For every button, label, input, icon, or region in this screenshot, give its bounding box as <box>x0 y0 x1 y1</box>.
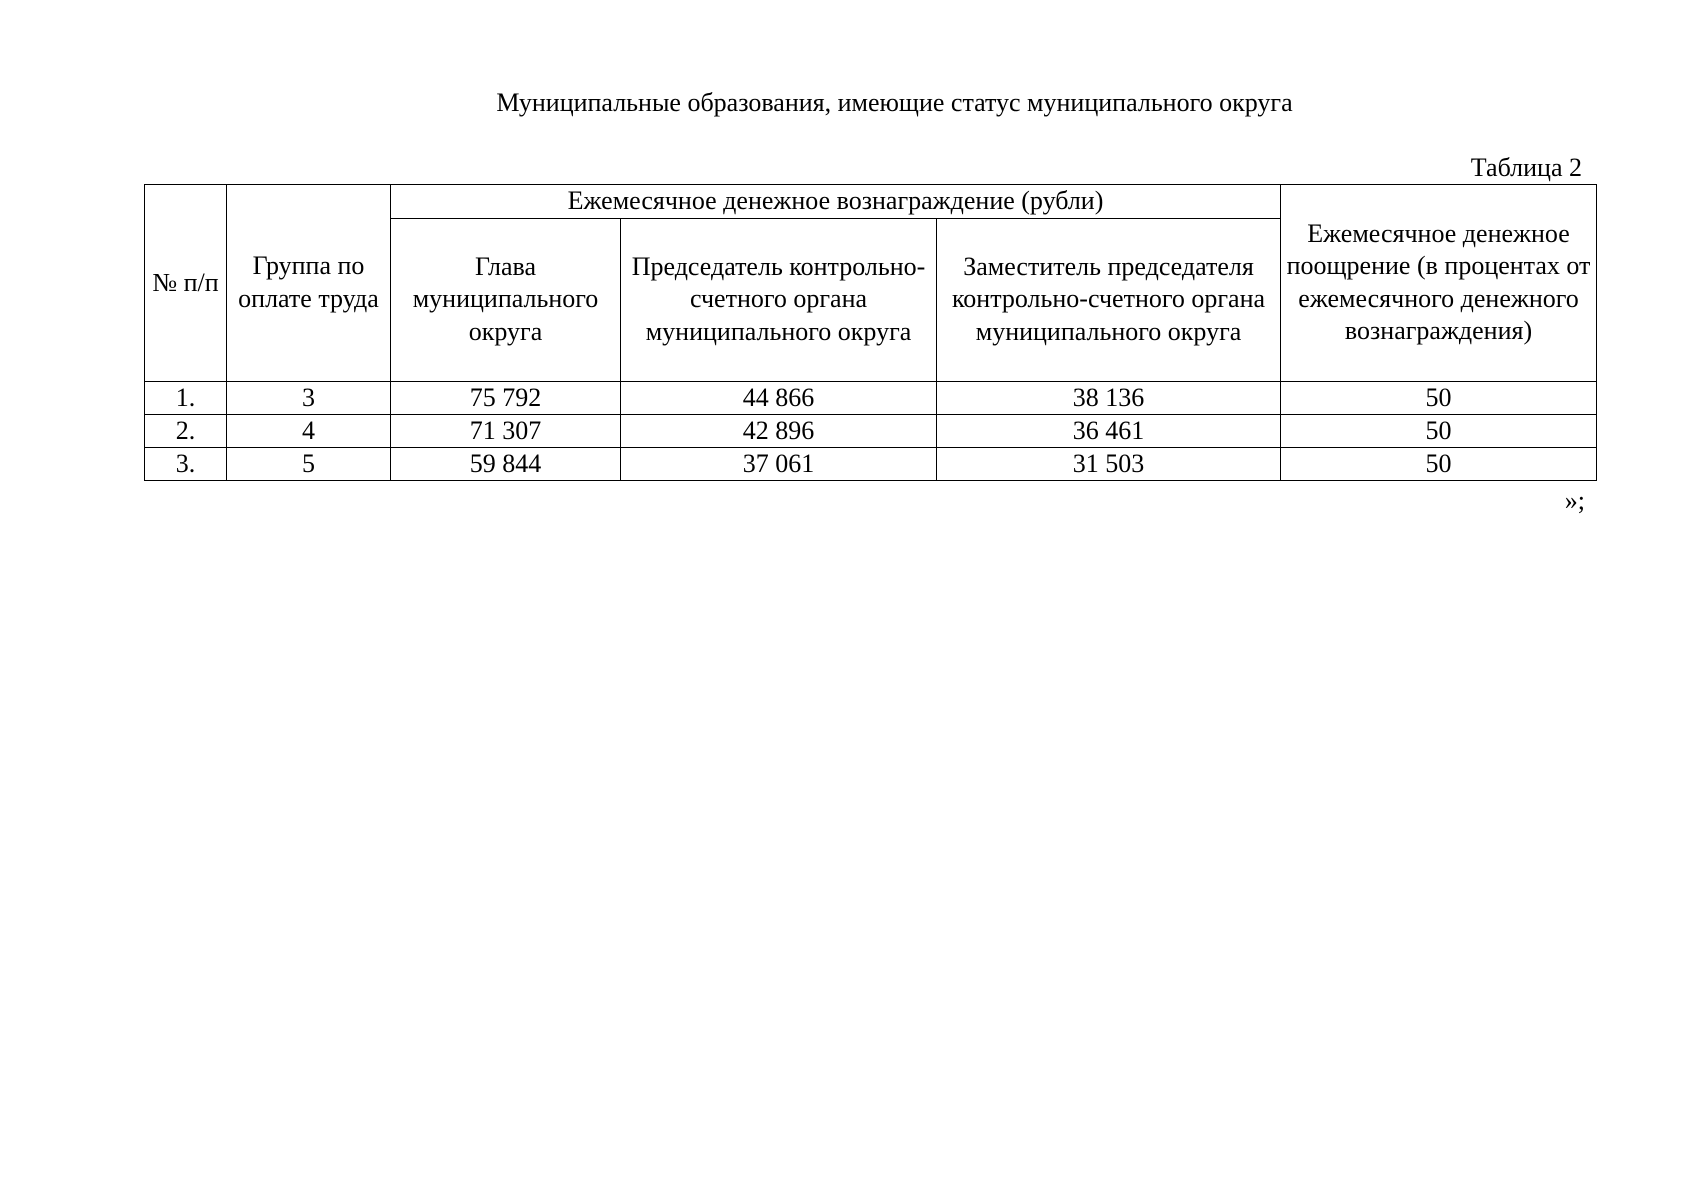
header-monthly-reward: Ежемесячное денежное вознаграждение (рубли) <box>391 185 1281 219</box>
salary-table <box>144 184 1597 481</box>
table-header-row <box>145 185 1597 219</box>
cell-num: 3. <box>145 447 227 480</box>
header-chair: Председатель контрольно-счетного органа муниципального округа <box>621 218 937 381</box>
cell-deputy: 31 503 <box>937 447 1281 480</box>
cell-head: 59 844 <box>391 447 621 480</box>
cell-bonus: 50 <box>1281 447 1597 480</box>
cell-group: 5 <box>227 447 391 480</box>
cell-group: 4 <box>227 414 391 447</box>
table-row <box>145 381 1597 414</box>
cell-chair: 44 866 <box>621 381 937 414</box>
cell-deputy: 38 136 <box>937 381 1281 414</box>
cell-chair: 42 896 <box>621 414 937 447</box>
cell-num: 1. <box>145 381 227 414</box>
cell-bonus: 50 <box>1281 414 1597 447</box>
cell-chair: 37 061 <box>621 447 937 480</box>
cell-head: 71 307 <box>391 414 621 447</box>
cell-deputy: 36 461 <box>937 414 1281 447</box>
table-number-label: Таблица 2 <box>1470 153 1582 182</box>
closing-quote-mark: »; <box>1564 486 1585 515</box>
header-deputy: Заместитель председателя контрольно-счетного органа муниципального округа <box>937 218 1281 381</box>
cell-bonus: 50 <box>1281 381 1597 414</box>
header-head: Глава муниципального округа <box>391 218 621 381</box>
cell-group: 3 <box>227 381 391 414</box>
page-title: Муниципальные образования, имеющие статус муниципального округа <box>496 88 1293 117</box>
cell-head: 75 792 <box>391 381 621 414</box>
table-row <box>145 414 1597 447</box>
header-group: Группа по оплате труда <box>227 185 391 382</box>
header-num: № п/п <box>145 185 227 382</box>
header-bonus: Ежемесячное денежное поощрение (в процентах от ежемесячного денежного вознаграждения) <box>1281 185 1597 382</box>
table-row <box>145 447 1597 480</box>
cell-num: 2. <box>145 414 227 447</box>
